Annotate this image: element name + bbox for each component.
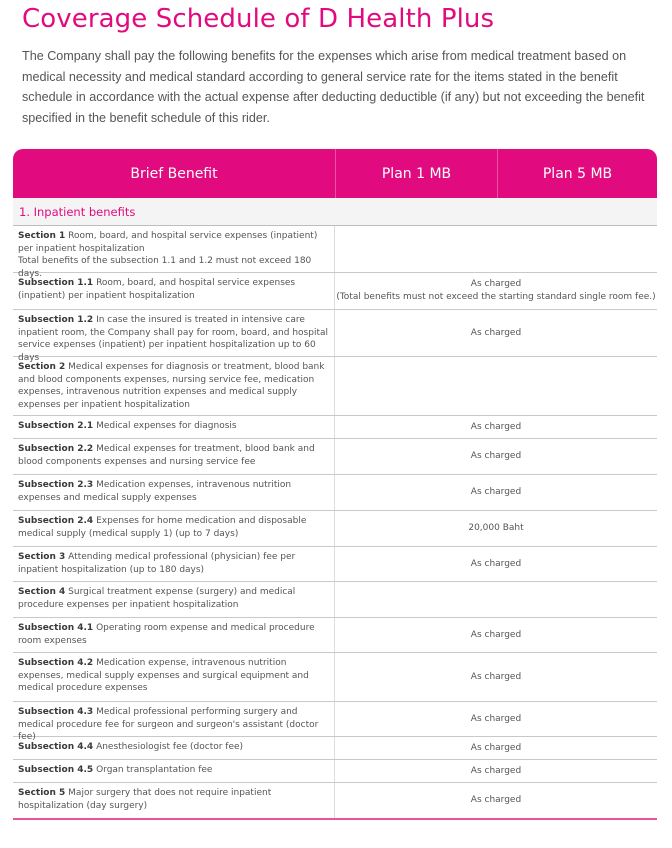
benefit-description — [13, 547, 335, 581]
benefit-value — [335, 511, 657, 546]
benefit-description — [13, 226, 335, 279]
value-text: As charged — [470, 451, 522, 462]
section-label: Subsection 1.1 — [18, 278, 94, 288]
section-label: Subsection 2.3 — [18, 480, 94, 490]
section-text: In case the insured is treated in intensive care inpatient room, the Company shall pay for room, board, and hospital service expenses (inpatient) per inpatient hospitalization up to 60 days — [18, 315, 328, 363]
value-text: As charged — [470, 713, 522, 724]
intro-paragraph: The Company shall pay the following benefits for the expenses which arise from medical treatment based on medical necessity and medical standard according to general service rate for the items stated in the benefit schedule in accordance with the actual expense after deducting deductible (if any) but not exceeding the benefit specified in the benefit schedule of this rider. — [22, 49, 645, 125]
section-text: Major surgery that does not require inpatient hospitalization (day surgery) — [18, 788, 272, 811]
benefit-value — [335, 618, 657, 652]
benefit-value — [335, 475, 657, 510]
section-text: Expenses for home medication and disposable medical supply (medical supply 1) (up to 7 days) — [18, 516, 307, 539]
table-row — [13, 475, 657, 511]
value-text: As charged — [470, 558, 522, 569]
value-text: 20,000 Baht — [468, 523, 524, 534]
table-row — [13, 273, 657, 310]
benefit-value — [335, 653, 657, 701]
section-label: Subsection 2.2 — [18, 444, 94, 454]
benefit-value — [335, 226, 657, 272]
section-text: Medical expenses for diagnosis — [96, 421, 237, 431]
value-text: As charged — [470, 629, 522, 640]
page-title: Coverage Schedule of D Health Plus — [22, 4, 495, 34]
benefit-value — [335, 737, 657, 759]
benefit-value — [335, 439, 657, 474]
section-note: Total benefits of the subsection 1.1 and 1.2 must not exceed 180 days. — [18, 256, 312, 279]
section-text: Attending medical professional (physician) fee per inpatient hospitalization (up to 180 days) — [18, 552, 296, 575]
benefit-value — [335, 582, 657, 617]
benefit-description — [13, 618, 335, 652]
section-label: Section 3 — [18, 552, 66, 562]
table-row — [13, 783, 657, 820]
section-label: Subsection 4.2 — [18, 658, 94, 668]
table-row — [13, 511, 657, 547]
value-text: As charged — [470, 765, 522, 776]
benefit-value — [335, 357, 657, 415]
group-inpatient-benefits: 1. Inpatient benefits — [13, 198, 657, 226]
section-text: Medication expense, intravenous nutrition expenses, medical supply expenses and surgical equipment and medical procedure expenses — [18, 658, 309, 694]
section-label: Subsection 2.4 — [18, 516, 94, 526]
table-row — [13, 547, 657, 582]
value-text: As charged — [470, 421, 522, 432]
benefit-description — [13, 273, 335, 309]
value-text: As charged — [470, 795, 522, 806]
section-text: Room, board, and hospital service expenses (inpatient) per inpatient hospitalization — [18, 278, 296, 301]
section-label: Section 2 — [18, 362, 66, 372]
section-label: Section 1 — [18, 231, 66, 241]
table-row — [13, 618, 657, 653]
table-header — [13, 149, 657, 198]
table-row — [13, 416, 657, 439]
value-note: (Total benefits must not exceed the starting standard single room fee.) — [336, 292, 656, 302]
benefit-description — [13, 582, 335, 617]
benefit-description — [13, 511, 335, 546]
benefit-value — [335, 702, 657, 736]
table-row — [13, 702, 657, 743]
section-text: Operating room expense and medical procedure room expenses — [18, 623, 315, 646]
section-label: Section 5 — [18, 788, 66, 798]
benefit-description — [13, 357, 335, 415]
section-text: Room, board, and hospital service expenses (inpatient) per inpatient hospitalization — [18, 231, 318, 254]
benefit-description — [13, 310, 335, 363]
table-row — [13, 737, 657, 760]
header-brief-benefit: Brief Benefit — [13, 149, 336, 198]
section-label: Subsection 4.4 — [18, 742, 94, 752]
table-row — [13, 310, 657, 363]
section-text: Anesthesiologist fee (doctor fee) — [96, 742, 244, 752]
table-row — [13, 760, 657, 783]
table-row — [13, 226, 657, 279]
section-label: Subsection 1.2 — [18, 315, 94, 325]
benefit-description — [13, 653, 335, 701]
value-text: As charged — [470, 487, 522, 498]
section-label: Subsection 4.1 — [18, 623, 94, 633]
section-label: Subsection 4.5 — [18, 765, 94, 775]
table-row — [13, 582, 657, 618]
table-row — [13, 653, 657, 702]
value-text: As charged — [470, 671, 522, 682]
table-row — [13, 357, 657, 416]
benefit-value — [335, 783, 657, 818]
benefit-description — [13, 416, 335, 438]
section-text: Organ transplantation fee — [96, 765, 213, 775]
benefit-description — [13, 475, 335, 510]
table-body — [13, 226, 657, 820]
benefit-description — [13, 439, 335, 474]
benefit-description — [13, 783, 335, 818]
header-plan-5mb: Plan 5 MB — [542, 165, 613, 182]
table-row — [13, 439, 657, 475]
benefit-description — [13, 702, 335, 743]
coverage-table — [13, 149, 657, 820]
benefit-description — [13, 760, 335, 782]
benefit-value — [335, 310, 657, 356]
section-label: Section 4 — [18, 587, 66, 597]
benefit-description — [13, 737, 335, 759]
header-plan-1mb: Plan 1 MB — [336, 149, 498, 198]
section-text: Medication expenses, intravenous nutrition expenses and medical supply expenses — [18, 480, 292, 503]
benefit-value — [335, 547, 657, 581]
value-text: As charged — [470, 327, 522, 338]
section-label: Subsection 4.3 — [18, 707, 94, 717]
value-text: As charged — [470, 279, 522, 290]
section-text: Medical expenses for diagnosis or treatment, blood bank and blood components expenses, nursing service fee, medication expenses, intravenous nutrition expenses and medical supply expenses per inpatient hospitalization — [18, 362, 325, 410]
section-text: Medical professional performing surgery and medical procedure fee for surgeon and surgeon's assistant (doctor fee) — [18, 707, 319, 743]
benefit-value — [335, 416, 657, 438]
section-text: Medical expenses for treatment, blood bank and blood components expenses and nursing service fee — [18, 444, 315, 467]
section-text: Surgical treatment expense (surgery) and medical procedure expenses per inpatient hospitalization — [18, 587, 296, 610]
benefit-value — [335, 273, 657, 309]
section-label: Subsection 2.1 — [18, 421, 94, 431]
value-text: As charged — [470, 742, 522, 753]
benefit-value — [335, 760, 657, 782]
